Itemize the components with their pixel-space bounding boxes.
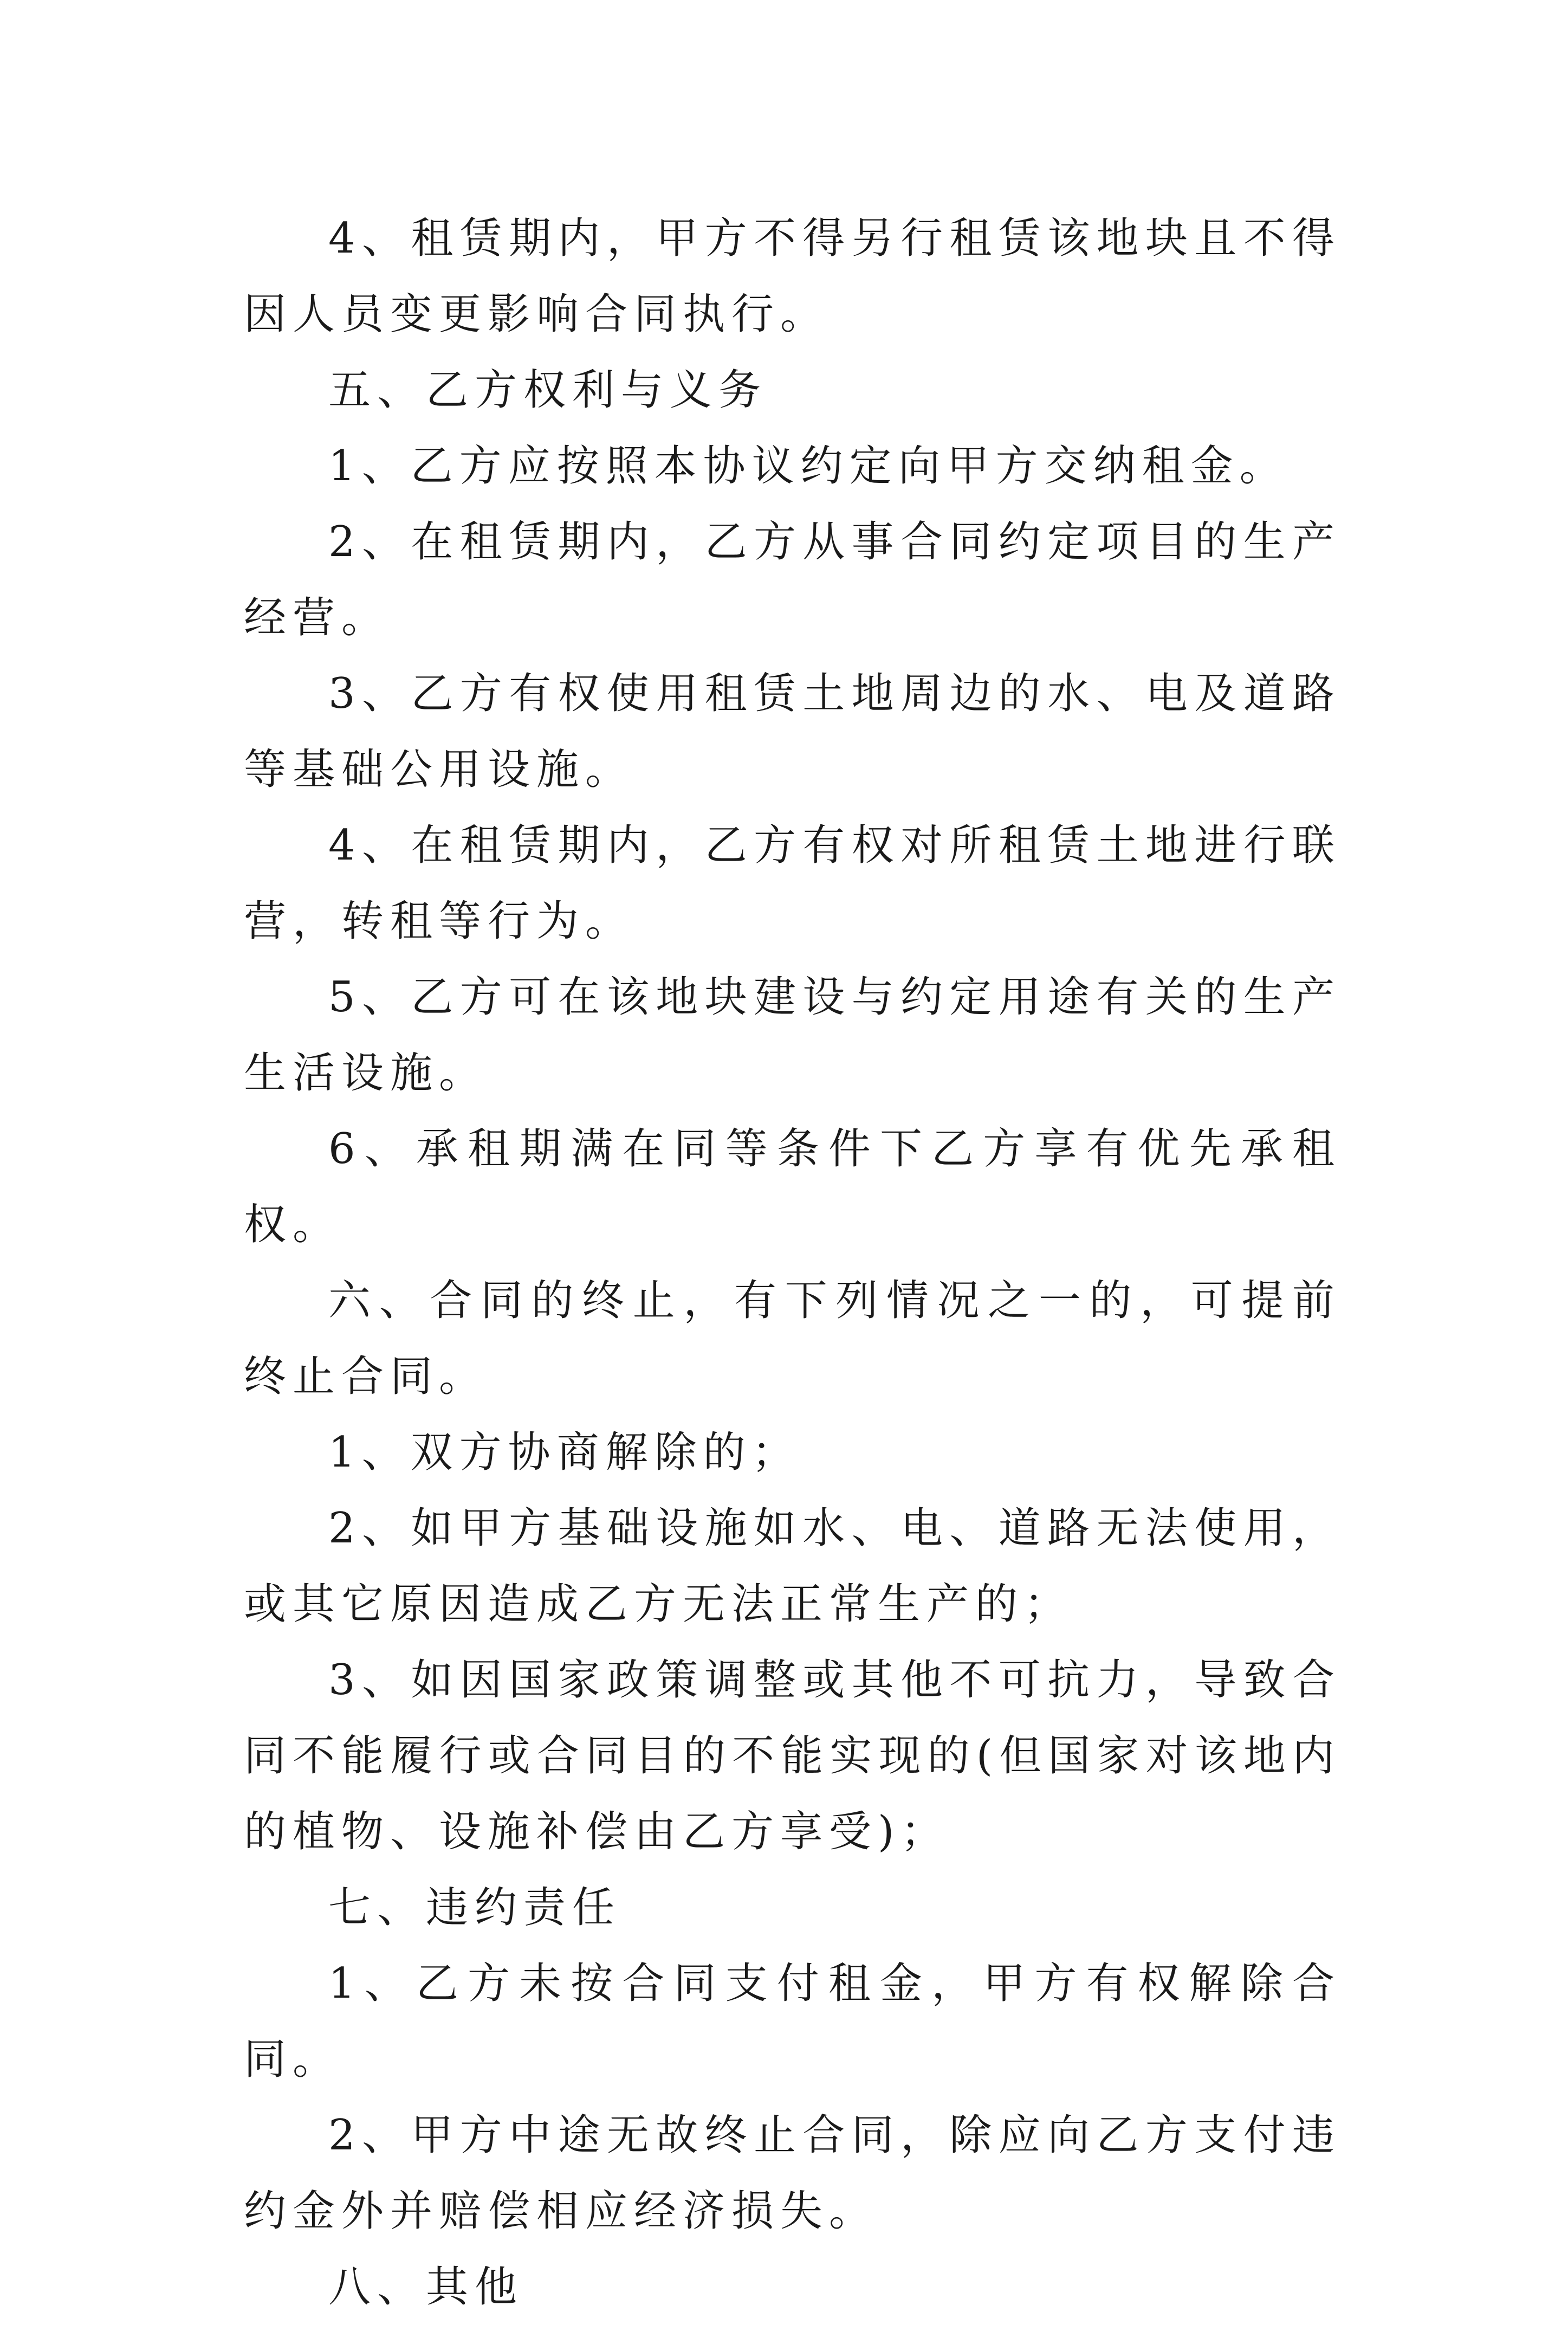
clause-5-4: 4、在租赁期内，乙方有权对所租赁土地进行联营，转租等行为。 — [244, 821, 1341, 946]
section-heading-5: 五、乙方权利与义务 — [328, 366, 768, 415]
section-heading-7: 七、违约责任 — [328, 1883, 621, 1932]
section-heading-6: 六、合同的终止，有下列情况之一的，可提前终止合同。 — [244, 1276, 1341, 1401]
clause-6-2: 2、如甲方基础设施如水、电、道路无法使用，或其它原因造成乙方无法正常生产的； — [244, 1504, 1341, 1629]
clause-5-5: 5、乙方可在该地块建设与约定用途有关的生产生活设施。 — [244, 973, 1341, 1097]
clause-7-2: 2、甲方中途无故终止合同，除应向乙方支付违约金外并赔偿相应经济损失。 — [244, 2111, 1341, 2236]
clause-6-3: 3、如因国家政策调整或其他不可抗力，导致合同不能履行或合同目的不能实现的(但国家对该地内的植物、设施补偿由乙方享受)； — [244, 1656, 1341, 1856]
clause-7-1: 1、乙方未按合同支付租金，甲方有权解除合同。 — [244, 1959, 1341, 2084]
clause-5-2: 2、在租赁期内，乙方从事合同约定项目的生产经营。 — [244, 518, 1341, 642]
clause-5-3: 3、乙方有权使用租赁土地周边的水、电及道路等基础公用设施。 — [244, 669, 1341, 794]
section-heading-8: 八、其他 — [328, 2263, 524, 2311]
document-body — [244, 201, 1341, 2325]
clause-6-1: 1、双方协商解除的； — [328, 1428, 801, 1477]
clause-5-6: 6、承租期满在同等条件下乙方享有优先承租权。 — [244, 1125, 1341, 1249]
clause-5-1: 1、乙方应按照本协议约定向甲方交纳租金。 — [328, 442, 1288, 490]
clause-4-lessor-no-relet: 4、租赁期内，甲方不得另行租赁该地块且不得因人员变更影响合同执行。 — [244, 214, 1341, 339]
